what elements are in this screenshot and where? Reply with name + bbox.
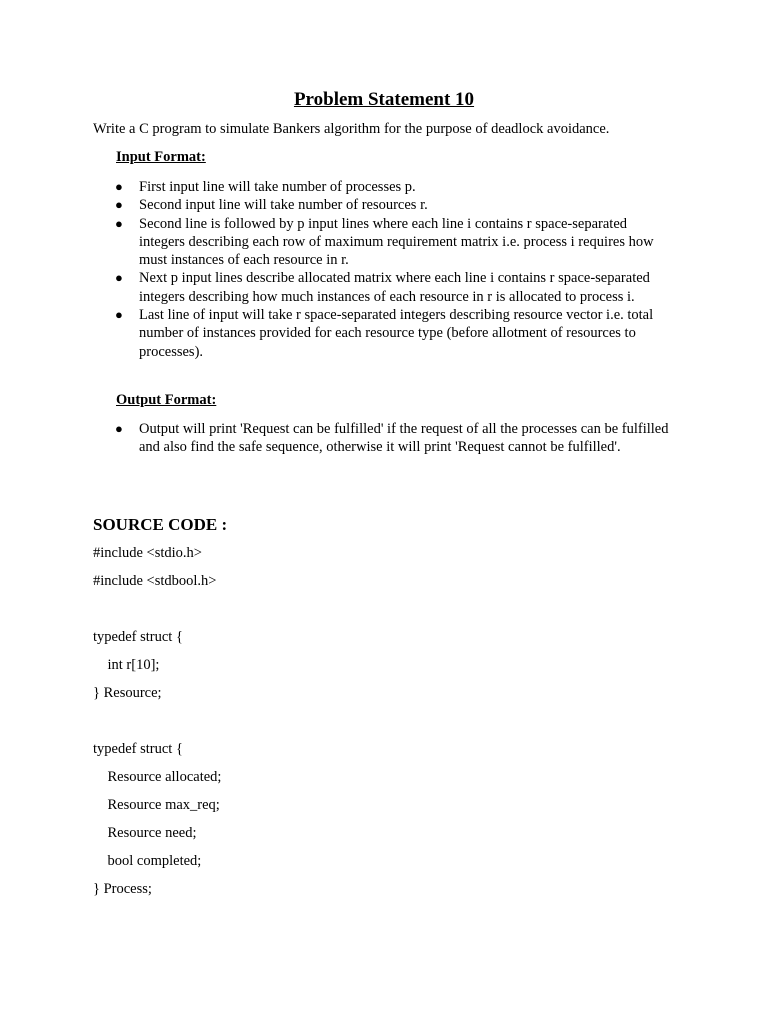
code-line: Resource max_req;: [93, 797, 220, 813]
input-format-list: [93, 178, 673, 361]
bullet-icon: ●: [115, 197, 123, 213]
code-line: bool completed;: [93, 853, 202, 869]
input-format-heading: Input Format:: [116, 149, 206, 165]
source-code-heading: SOURCE CODE :: [93, 515, 228, 534]
bullet-icon: ●: [115, 215, 123, 231]
code-line: int r[10];: [93, 657, 160, 673]
output-format-heading: Output Format:: [116, 392, 217, 408]
code-line: } Process;: [93, 881, 152, 897]
code-line: Resource need;: [93, 825, 197, 841]
code-line: typedef struct {: [93, 741, 183, 757]
page-title: Problem Statement 10: [293, 89, 475, 110]
bullet-icon: ●: [115, 270, 123, 286]
code-line: typedef struct {: [93, 629, 183, 645]
list-item: ● Output will print 'Request can be fulfilled' if the request of all the processes can be fulfilled and also find the safe sequence, otherwise it will print 'Request cannot be fulfilled'.: [115, 421, 669, 456]
list-item: ● First input line will take number of processes p.: [115, 179, 416, 195]
code-line: #include <stdbool.h>: [93, 573, 217, 589]
bullet-icon: ●: [115, 421, 123, 436]
list-item: ● Last line of input will take r space-separated integers describing resource vector i.e. total number of instances provided for each resource type (before allotment of resources to processes).: [115, 307, 654, 360]
code-line: #include <stdio.h>: [93, 545, 202, 561]
code-line: } Resource;: [93, 685, 162, 701]
code-line: Resource allocated;: [93, 769, 222, 785]
list-item: ● Next p input lines describe allocated matrix where each line i contains r space-separated integers describing how much instances of each resource in r is allocated to process i.: [115, 270, 650, 305]
list-item: ● Second input line will take number of resources r.: [115, 197, 428, 214]
bullet-icon: ●: [115, 307, 123, 323]
output-format-list: [93, 420, 673, 457]
list-item: ● Second line is followed by p input lines where each line i contains r space-separated integers describing each row of maximum requirement matrix i.e. process i requires how must instances of each resource in r.: [115, 215, 654, 269]
intro-text: Write a C program to simulate Bankers algorithm for the purpose of deadlock avoidance.: [93, 121, 610, 137]
bullet-icon: ●: [115, 179, 123, 194]
